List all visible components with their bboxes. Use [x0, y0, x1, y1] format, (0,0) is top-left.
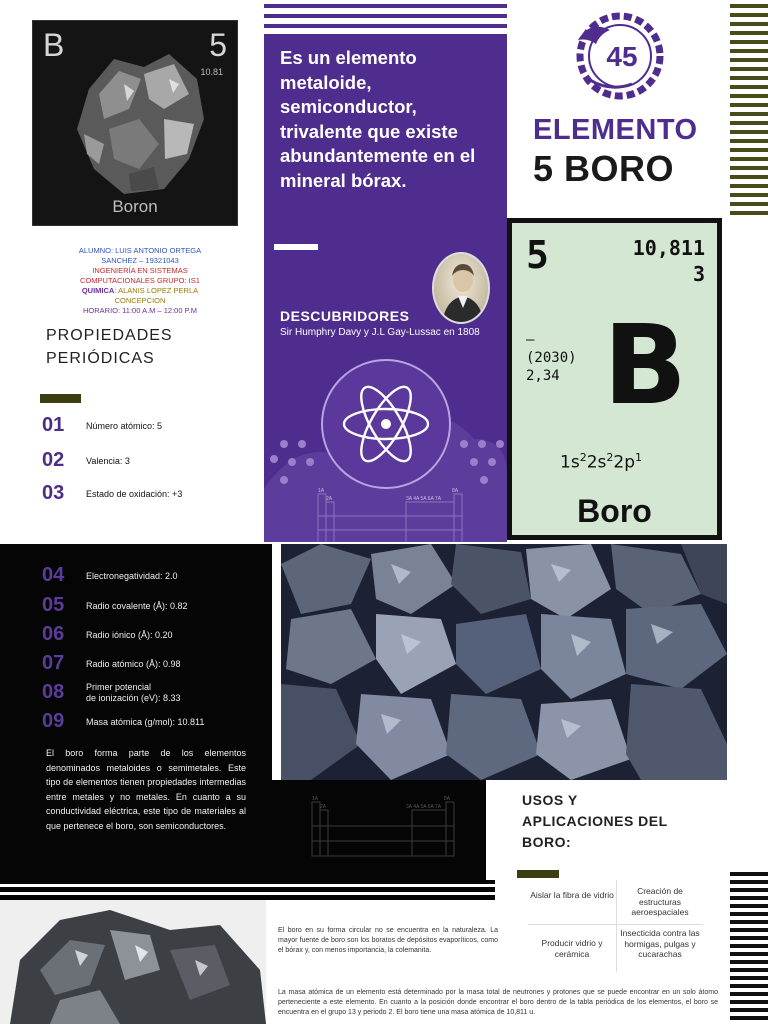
- atomic-mass-text: La masa atómica de un elemento está determinado por la masa total de neutrones y protones que se puede encontrar en un solo átomo perteneciente a este elemento. En cuanto a la posición donde encontrar el boro dentro de la tabla periódica de los elementos, el boro se encuentra en el grupo 13 y periodo 2. El boro tiene una masa atómica de 10,811 u.: [278, 989, 718, 1016]
- mini-table-label: 1A: [318, 488, 325, 494]
- boron-sample-image: [69, 49, 209, 199]
- tile-info-line: –: [526, 332, 535, 348]
- properties-title-line: PERIÓDICAS: [46, 350, 155, 367]
- property-item: [42, 449, 130, 472]
- use-item: Aislar la fibra de vidrio: [530, 890, 614, 900]
- property-number: 02: [42, 449, 65, 471]
- property-item: [42, 414, 162, 437]
- intro-accent-bar: [274, 244, 318, 250]
- uses-title-line: APLICACIONES DEL: [522, 813, 668, 829]
- element-card-mass: 10.81: [200, 67, 223, 77]
- property-item: [42, 482, 182, 505]
- intro-text: Es un elemento metaloide, semiconductor, trivalente que existe abundantemente en el mineral bórax.: [280, 47, 476, 191]
- property-text: Número atómico: 5: [86, 420, 163, 431]
- tile-info-line: 2,34: [526, 368, 560, 384]
- page-title-line2: 5 BORO: [533, 148, 675, 189]
- boron-nugget-photo: [0, 900, 266, 1024]
- property-text: Valencia: 3: [86, 455, 130, 466]
- student-line: [40, 286, 240, 296]
- mini-table-label: 3A 4A 5A 6A 7A: [406, 804, 442, 810]
- use-item: Insecticida contra las hormigas, pulgas y cucarachas: [620, 928, 700, 959]
- decorative-stripes: [730, 4, 768, 220]
- property-number: 07: [42, 652, 65, 674]
- property-text: Radio covalente (Å): 0.82: [86, 600, 188, 611]
- student-line: COMPUTACIONALES GRUPO: IS1: [80, 276, 200, 285]
- property-item: [42, 594, 188, 617]
- logo-number: 45: [606, 41, 638, 72]
- dark-panel-extension: [272, 780, 486, 880]
- tile-symbol: B: [603, 301, 687, 429]
- element-card-symbol: B: [43, 27, 65, 63]
- student-line: ALUMNO: LUIS ANTONIO ORTEGA: [78, 246, 202, 255]
- use-item: Producir vidrio y cerámica: [541, 938, 603, 959]
- mini-table-label: 2A: [326, 496, 333, 502]
- student-line: INGENIERÍA EN SISTEMAS: [92, 266, 188, 275]
- tile-valence: 3: [692, 262, 705, 286]
- properties-title-line: PROPIEDADES: [46, 327, 173, 344]
- tile-info-line: (2030): [526, 350, 577, 366]
- boron-crystals-photo: [281, 544, 727, 780]
- uses-title-line: USOS Y: [522, 792, 578, 808]
- property-number: 01: [42, 414, 65, 436]
- tile-info: [526, 331, 577, 385]
- uses-title: [522, 790, 668, 853]
- property-item: [42, 652, 181, 675]
- periodic-tile: [507, 218, 722, 540]
- tile-electron-config: $1s^22s^22p^1$: [560, 451, 642, 473]
- property-item: [42, 623, 173, 646]
- property-text: Radio iónico (Å): 0.20: [86, 629, 173, 640]
- property-text: Masa atómica (g/mol): 10.811: [86, 716, 205, 727]
- property-item: [42, 564, 178, 587]
- element-card-name: Boron: [112, 197, 158, 216]
- student-line: SANCHEZ – 19321043: [101, 256, 179, 265]
- element-card-number: 5: [209, 27, 227, 63]
- mini-table-label: 8A: [444, 796, 451, 802]
- metalloid-description: El boro forma parte de los elementos denominados metaloides o semimetales. Este tipo de elementos tienen propiedades intermedias entre metales y no metales. En cuanto a su conductividad eléctrica, este tipo de materiales al que pertenece el boro, son semiconductores.: [46, 748, 246, 831]
- property-number: 09: [42, 710, 65, 732]
- property-text: Primer potencial de ionización (eV): 8.33: [86, 681, 181, 703]
- discoverers-title: DESCUBRIDORES: [280, 308, 410, 324]
- mini-table-label: 3A 4A 5A 6A 7A: [406, 496, 442, 502]
- property-number: 05: [42, 594, 65, 616]
- accent-bar: [517, 870, 559, 878]
- occurrence-text: El boro en su forma circular no se encuentra en la naturaleza. La mayor fuente de boro son los boratos de depósitos evaporíticos, como el bórax y, con menos importancia, la colemanita.: [278, 927, 498, 954]
- properties-title: [46, 324, 173, 370]
- property-item: [42, 710, 204, 733]
- institute-logo: [570, 10, 670, 102]
- mini-table-label: 2A: [320, 804, 327, 810]
- uses-title-line: BORO:: [522, 834, 572, 850]
- property-text: Electronegatividad: 2.0: [86, 570, 178, 581]
- tile-atomic-mass: 10,811: [632, 236, 705, 260]
- accent-bar: [40, 394, 81, 403]
- property-text: Radio atómico (Å): 0.98: [86, 658, 181, 669]
- property-text: Estado de oxidación: +3: [86, 488, 183, 499]
- top-stripes: [264, 4, 507, 28]
- discoverers-text: Sir Humphry Davy y J.L Gay-Lussac en 1808: [280, 327, 480, 338]
- tile-element-name: Boro: [577, 493, 652, 529]
- element-card: [32, 20, 238, 226]
- mini-table-label: 8A: [452, 488, 459, 494]
- atom-illustration: [264, 344, 507, 542]
- property-number: 03: [42, 482, 65, 504]
- tile-atomic-number: 5: [526, 233, 549, 277]
- student-line: HORARIO: 11:00 A.M – 12:00 P.M: [83, 306, 197, 315]
- student-line: CONCEPCION: [114, 296, 166, 305]
- property-number: 04: [42, 564, 65, 586]
- course-value: : ALANIS LOPEZ PERLA: [114, 286, 199, 295]
- tile-mass: [633, 235, 705, 287]
- use-item: Creación de estructuras aeroespaciales: [631, 886, 689, 917]
- page-title-line1: ELEMENTO: [533, 114, 698, 146]
- property-number: 08: [42, 681, 65, 703]
- course-label: QUIMICA: [81, 286, 115, 295]
- student-info: [40, 246, 240, 316]
- discoverer-portrait: [432, 252, 490, 324]
- mini-table-label: 1A: [312, 796, 319, 802]
- property-item: [42, 681, 181, 704]
- stripe-lines: [0, 884, 495, 900]
- property-number: 06: [42, 623, 65, 645]
- decorative-stripes: [730, 872, 768, 1024]
